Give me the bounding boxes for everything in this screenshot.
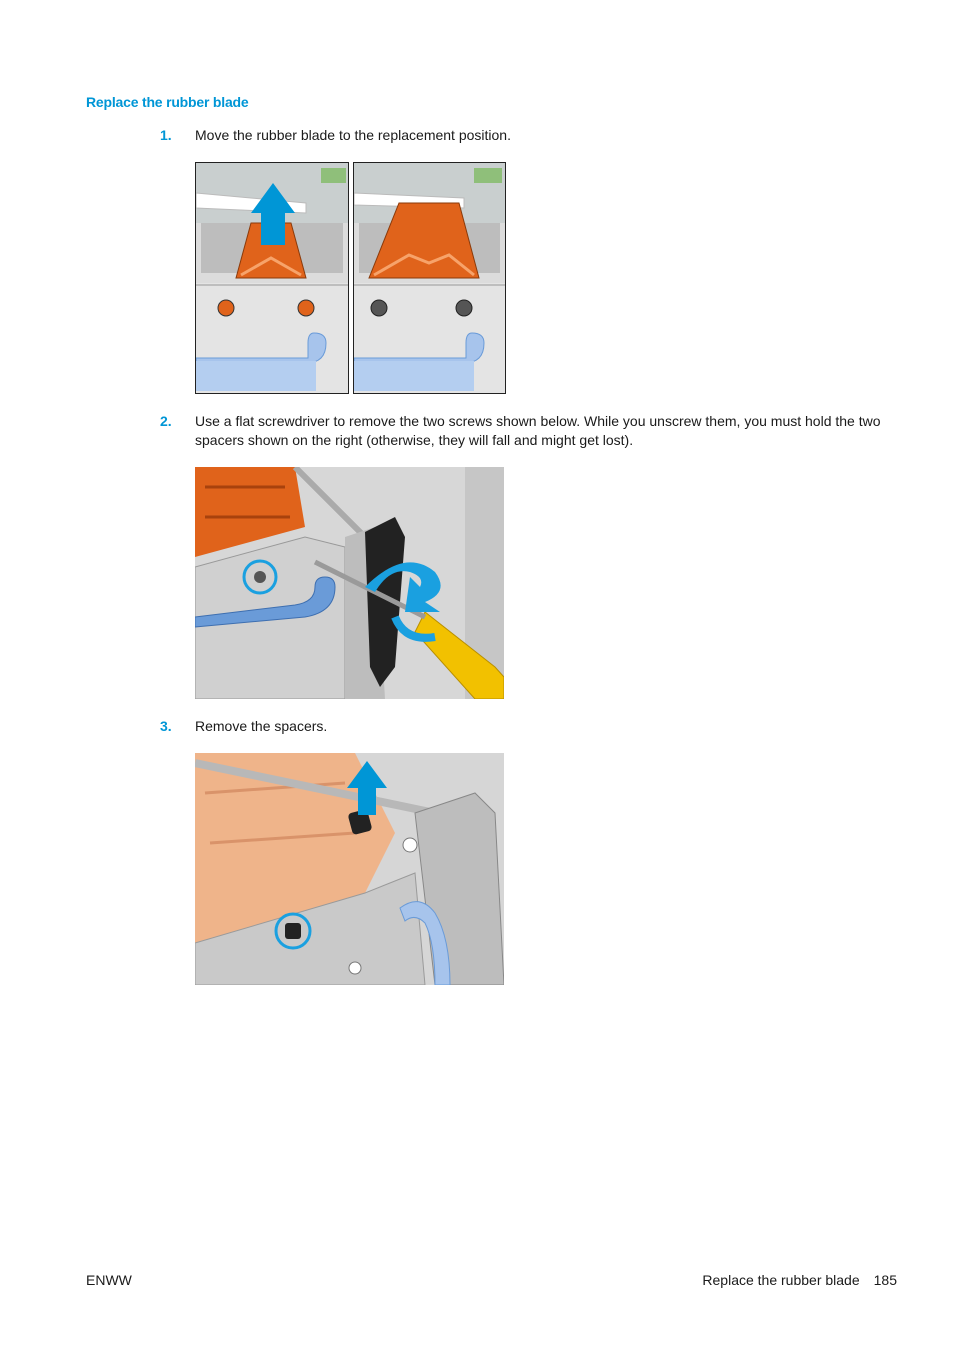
step-text: Remove the spacers. [195,718,328,734]
figure-remove-spacers [195,753,504,985]
footer-left-label: ENWW [86,1272,132,1288]
step-text: Use a flat screwdriver to remove the two screws shown below. While you unscrew them, you must hold the two spacers shown on the right (otherwise, they will fall and might get lost). [195,413,881,448]
step-number: 3. [160,718,172,734]
step-number: 2. [160,413,172,429]
step-text: Move the rubber blade to the replacement position. [195,127,511,143]
figure-blade-before [195,162,349,394]
step-number: 1. [160,127,172,143]
figure-unscrew [195,467,504,699]
page-number: 185 [873,1272,897,1288]
section-heading: Replace the rubber blade [86,94,249,110]
figure-blade-after [353,162,506,394]
footer-section-title: Replace the rubber blade [702,1272,860,1288]
footer-right [702,1272,897,1288]
